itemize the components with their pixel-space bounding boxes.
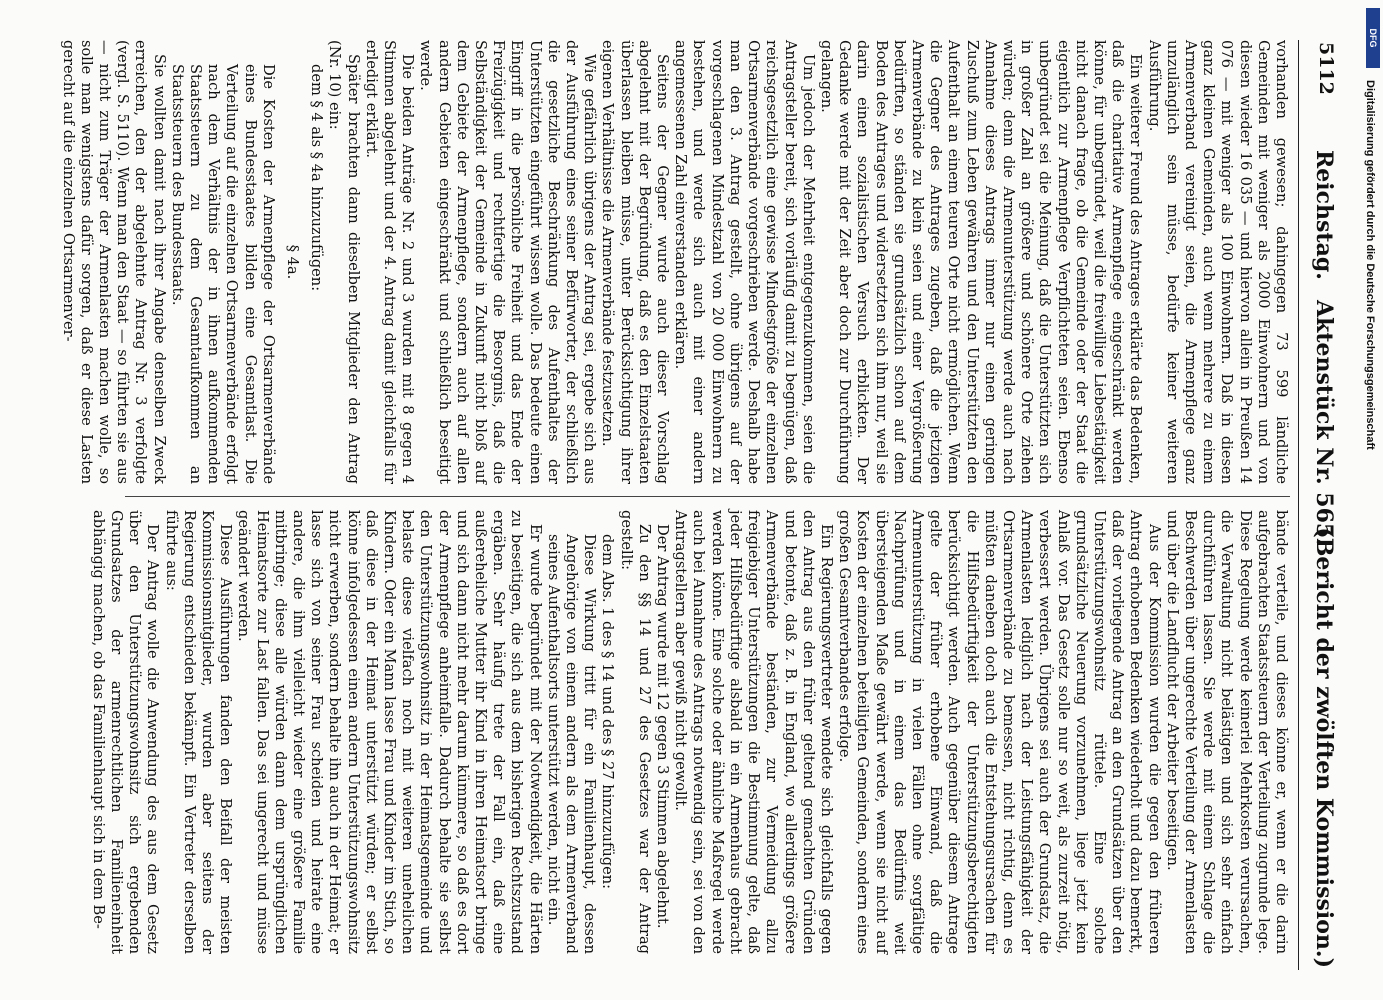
footer-text: Digitalisierung gefördert durch die Deutsche Forschungsgemeinschaft [1364,80,1376,450]
header-center-title: Aktenstück Nr. 565. [1311,300,1337,546]
paragraph: Aus der Kommission wurden die gegen den früheren Antrag erhobenen Bedenken wiederholt und dazu bemerkt, daß der vorliegende Antrag an den Grundsätzen über den Unterstützungswohnsitz rüttele. Eine solche grundsätzliche Neuerung vorzunehmen, liege jetzt kein Anlaß vor. Das Gesetz solle nur so weit, als zurzeit nötig, verbessert werden. Übrigens sei auch der Grundsatz, die Armenlasten lediglich nach der Leistungsfähigkeit der Ortsarmenverbände zu bemessen, nicht richtig, denn es müßten daneben doch auch die Entstehungsursachen für die Hilfsbedürftigkeit der Unterstützungsberechtigten berücksichtigt werden. Auch gegenüber diesem Antrage gelte der früher erhobene Einwand, daß die Armenunterstützung in vielen Fällen ohne sorgfältige Nachprüfung und in einem das Bedürfnis weit übersteigenden Maße gewährt werde, wenn sie nicht auf Kosten der einzelnen beteiligten Gemeinden, sondern eines großen Gesamtverbandes erfolge. [836,510,1163,954]
paragraph: bände verteile, und dieses könne er, wenn er die darin aufgebrachten Staatssteuern der Verteilung zugrunde lege. Diese Regelung werde keinerlei Mehrkosten verursachen, die Verwaltung nicht belästigen und sich sehr einfach durchführen lassen. Sie werde mit einem Schlage die Beschwerden über ungerechte Verteilung der Armenlasten und über die Landflucht der Arbeiter beseitigen. [1163,510,1290,954]
document-page [59,40,1345,970]
paragraph: dem § 4 als § 4a hinzuzufügen: [308,64,326,292]
paragraph: Zu den §§ 14 und 27 des Gesetzes war der Antrag gestellt: [617,510,653,954]
paragraph: Er wurde begründet mit der Notwendigkeit, die Härten zu beseitigen, die sich aus dem bisherigen Rechtszustand ergäben. Sehr häufig trete der Fall ein, daß eine außereheliche Mutter ihr Kind in ihren Heimatsort bringe und sich dann nicht mehr darum kümmere, so daß es dort der Armenpflege anheimfalle. Dadurch behalte sie selbst den Unterstützungswohnsitz in der Heimatsgemeinde und belaste diese vielfach noch mit weiteren unehelichen Kindern. Oder ein Mann lasse Frau und Kinder im Stich, so daß diese in der Heimat unterstützt würden; er selbst könne infolgedessen einen andern Unterstützungswohnsitz nicht erwerben, sondern behalte ihn auch in der Heimat; er lasse sich von seiner Frau scheiden und heirate eine andere, die ihm vielleicht wieder eine größere Familie mitbringe; diese alle würden dann dem ursprünglichen Heimatsorte zur Last fallen. Das sei ungerecht und müsse geändert werden. [235,510,544,954]
section-heading: § 4a. [284,244,302,280]
paragraph: Der Antrag wolle die Anwendung des aus dem Gesetz über den Unterstützungswohnsitz sich ergebenden Grundsatzes der armenrechtlichen Familieneinheit abhängig machen, ob das Familienhaupt sich in dem Be- [89,510,162,954]
digitization-footer [1360,80,1376,980]
paragraph: Ein weiterer Freund des Antrages erklärte das Bedenken, daß die charitative Armenpflege eingeschränkt werden könne, für unbegründet, weil die freiwillige Liebestätigkeit nicht danach frage, ob die Gemeinde oder der Staat die eigentlich zur Armenpflege Verpflichteten seien. Ebenso unbegründet sei die Meinung, daß die Unterstützten sich in großer Zahl an größere und schönere Orte ziehen würden; denn die Armenunterstützung werde auch nach Annahme dieses Antrags immer nur einen geringen Zuschuß zum Leben gewähren und den Unterstützten den Aufenthalt an einem teuren Orte nicht ermöglichen. Wenn die Gegner des Antrages zugeben, daß die jetzigen Armenverbände zu klein seien und einer Vergrößerung bedürften, so ständen sie grundsätzlich schon auf dem Boden des Antrages und widersetzten sich ihm nur, weil sie darin einen sozialistischen Versuch erblickten. Der Gedanke werde mit der Zeit aber doch zur Durchführung gelangen. [817,40,1145,484]
paragraph: Diese Ausführungen fanden den Beifall der meisten Kommissionsmitglieder, wurden aber seitens der Regierung entschieden bekämpft. Ein Vertreter derselben führte aus: [162,510,235,954]
header-right-title: (Bericht der zwölften Kommission.) [1311,527,1337,968]
paragraph: Diese Wirkung tritt für ein Familienhaupt, dessen Angehörige von einem andern als dem Armenverband seines Aufenthaltsorts unterstützt werden, nicht ein. [544,534,599,954]
left-column [59,40,1290,484]
header-left-title: Reichstag. [1311,150,1337,280]
paragraph: Seitens der Gegner wurde auch dieser Vorschlag abgelehnt mit der Begründung, daß es den Einzelstaaten überlassen bleiben müsse, unter Berücksichtigung ihrer eigenen Verhältnisse die Armenverbände festzusetzen. [599,40,672,484]
paragraph: Die Kosten der Armenpflege der Ortsarmenverbände eines Bundesstaates bilden eine Gesamtlast. Die Verteilung auf die einzelnen Ortsarmenverbände erfolgt nach dem Verhältnis der in ihnen aufkommenden Staatssteuern zu dem Gesamtaufkommen an Staatssteuern des Bundesstaats. [168,64,277,484]
paragraph: Sie wollten damit nach ihrer Angabe denselben Zweck erreichen, den der abgelehnte Antrag Nr. 3 verfolgte (vergl. S. 5110). Wenn man den Staat — so führten sie aus — nicht zum Träger der Armenlasten machen wolle, so solle man wenigstens dafür sorgen, daß er diese Lasten gerecht auf die einzelnen Ortsarmenver- [59,40,168,484]
paragraph: vorhanden gewesen; dahingegen 73 599 ländliche Gemeinden mit weniger als 2000 Einwohnern und von diesen wieder 16 035 — und hiervon allein in Preußen 14 076 — mit weniger als 100 Einwohnern. Daß in diesen ganz kleinen Gemeinden, auch wenn mehrere zu einem Armenverband vereinigt seien, die Armenpflege ganz unzulänglich sein müsse, bedürfe keiner weiteren Ausführung. [1145,40,1290,484]
page-header [1298,40,1345,970]
paragraph: Der Antrag wurde mit 12 gegen 3 Stimmen abgelehnt. [654,524,672,929]
column-divider [125,496,1290,497]
right-column [89,510,1290,954]
paragraph: dem Abs. 1 des § 14 und des § 27 hinzuzufügen: [599,534,617,890]
paragraph: Wie gefährlich übrigens der Antrag sei, ergebe sich aus der Ausführung eines seiner Befürworter, der schließlich die gesetzliche Beschränkung des Aufenthaltes der Unterstützten eingeführt wissen wolle. Das bedeute einen Eingriff in die persönliche Freiheit und das Ende der Freizügigkeit und rechtfertige die Besorgnis, daß die Selbständigkeit der Gemeinde in Zukunft nicht bloß auf dem Gebiete der Armenpflege, sondern auch auf allen andern Gebieten eingeschränkt und schließlich beseitigt werde. [417,40,599,484]
paragraph: Die beiden Anträge Nr. 2 und 3 wurden mit 8 gegen 4 Stimmen abgelehnt und der 4. Antrag damit gleichfalls für erledigt erklärt. [362,40,417,484]
paragraph: Ein Regierungsvertreter wendete sich gleichfalls gegen den Antrag aus den früher geltend gemachten Gründen und betonte, daß z. B. in England, wo allerdings größere Armenverbände beständen, zur Vermeidung allzu freigiebiger Unterstützungen die Bestimmung gelte, daß jeder Hilfsbedürftige alsbald in ein Armenhaus gebracht werden könne. Eine solche oder ähnliche Maßregel werde auch bei Annahme des Antrags notwendig sein, sei von den Antragstellern aber gewiß nicht gewollt. [672,510,835,954]
dfg-logo-text: DFG [1368,28,1378,48]
paragraph: Später brachten dann dieselben Mitglieder den Antrag (Nr. 10) ein: [326,40,362,484]
page-number: 5112 [1315,42,1337,95]
dfg-logo [1366,8,1380,68]
paragraph: Um jedoch der Mehrheit entgegenzukommen, seien die Antragsteller bereit, sich vorläufig damit zu begnügen, daß reichsgesetzlich eine gewisse Mindestgröße der einzelnen Ortsarmenverbände vorgeschrieben werde. Deshalb habe man den 3. Antrag gestellt, ohne übrigens auf der vorgeschlagenen Mindestzahl von 20 000 Einwohnern zu bestehen, und werde sich auch mit einer andern angemessenen Zahl einverstanden erklären. [672,40,817,484]
